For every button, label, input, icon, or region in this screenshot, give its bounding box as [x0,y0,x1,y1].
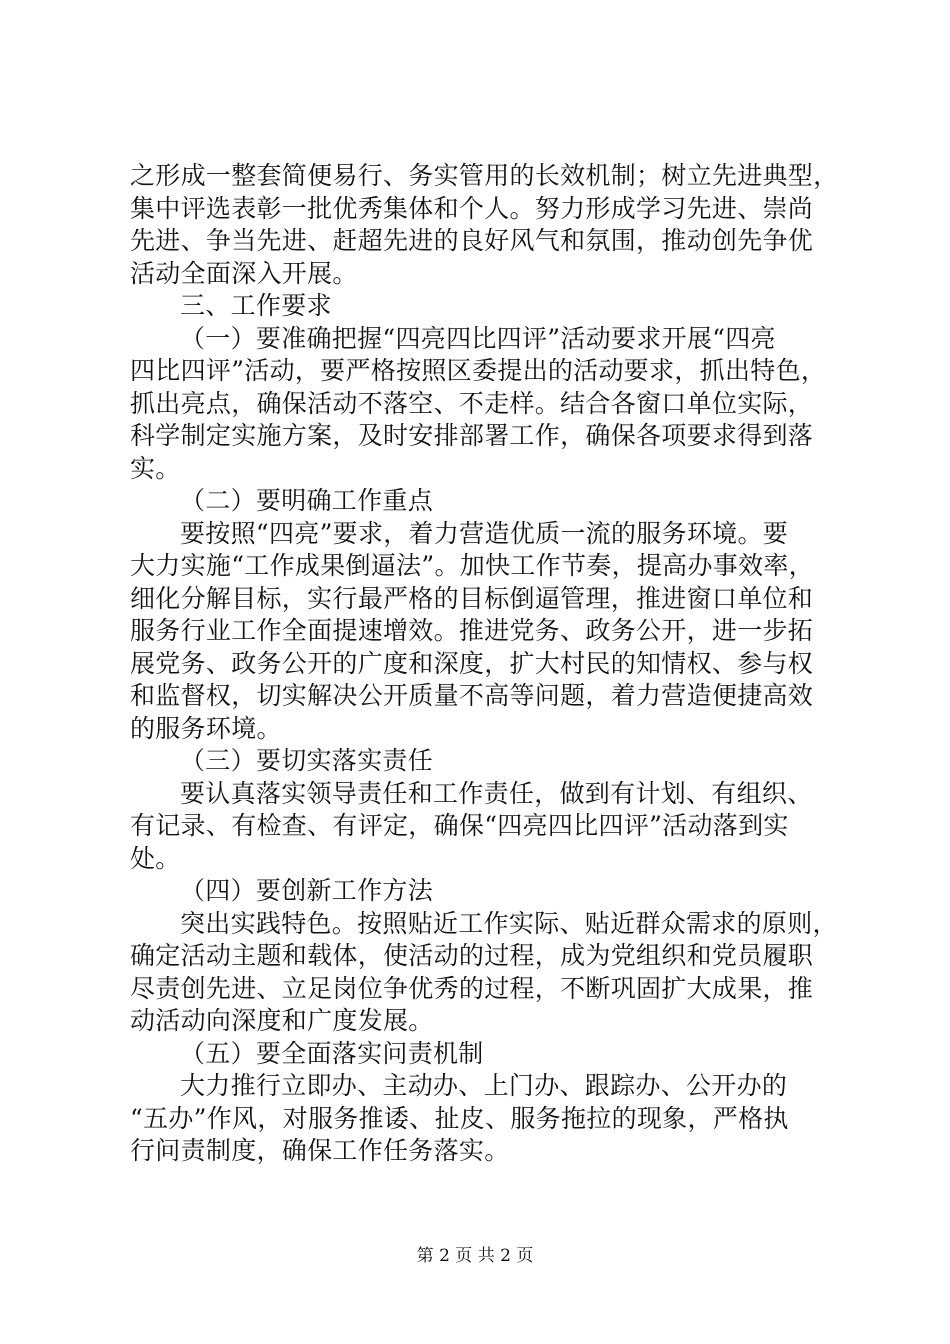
text-line: 行问责制度，确保工作任务落实。 [130,1136,510,1165]
subsection-heading: （四）要创新工作方法 [180,876,434,905]
subsection-heading: （一）要准确把握“四亮四比四评”活动要求开展“四亮 [180,323,776,353]
text-line: 动活动向深度和广度发展。 [130,1006,434,1035]
text-line: 大力实施“工作成果倒逼法”。加快工作节奏，提高办事效率， [130,551,814,580]
text-line: 科学制定实施方案，及时安排部署工作，确保各项要求得到落 [130,421,814,450]
text-line: 确定活动主题和载体，使活动的过程，成为党组织和党员履职 [130,941,814,970]
paragraph-start: 突出实践特色。按照贴近工作实际、贴近群众需求的原则， [180,908,838,938]
text-line: 之形成一整套简便易行、务实管用的长效机制；树立先进典型， [130,161,839,190]
subsection-heading: （五）要全面落实问责机制 [180,1038,484,1068]
text-line: 和监督权，切实解决公开质量不高等问题，着力营造便捷高效 [130,681,814,710]
subsection-heading: （二）要明确工作重点 [180,486,434,515]
page-number-footer: 第 2 页 共 2 页 [416,1246,534,1266]
text-line: 活动全面深入开展。 [130,258,358,288]
text-line: 处。 [130,843,181,873]
subsection-heading: （三）要切实落实责任 [180,746,434,775]
text-line: 集中评选表彰一批优秀集体和个人。努力形成学习先进、崇尚 [130,193,814,223]
text-line: 尽责创先进、立足岗位争优秀的过程，不断巩固扩大成果，推 [130,973,814,1003]
text-line: 实。 [130,453,181,483]
text-line: 先进、争当先进、赶超先进的良好风气和氛围，推动创先争优 [130,226,814,255]
text-line: 服务行业工作全面提速增效。推进党务、政务公开，进一步拓 [130,616,814,645]
text-line: 展党务、政务公开的广度和深度，扩大村民的知情权、参与权 [130,648,814,678]
text-line: 的服务环境。 [130,713,282,743]
section-heading: 三、工作要求 [180,291,332,320]
paragraph-start: 要认真落实领导责任和工作责任，做到有计划、有组织、 [180,778,813,808]
paragraph-start: 要按照“四亮”要求，着力营造优质一流的服务环境。要 [180,518,789,548]
text-line: 抓出亮点，确保活动不落空、不走样。结合各窗口单位实际， [130,388,814,418]
text-line: 四比四评”活动，要严格按照区委提出的活动要求，抓出特色， [130,356,827,385]
text-line: 有记录、有检查、有评定，确保“四亮四比四评”活动落到实 [130,811,789,840]
text-line: “五办”作风，对服务推诿、扯皮、服务拖拉的现象，严格执 [130,1103,789,1133]
paragraph-start: 大力推行立即办、主动办、上门办、跟踪办、公开办的 [180,1071,788,1100]
document-body [130,160,839,1168]
text-line: 细化分解目标，实行最严格的目标倒逼管理，推进窗口单位和 [130,583,814,613]
